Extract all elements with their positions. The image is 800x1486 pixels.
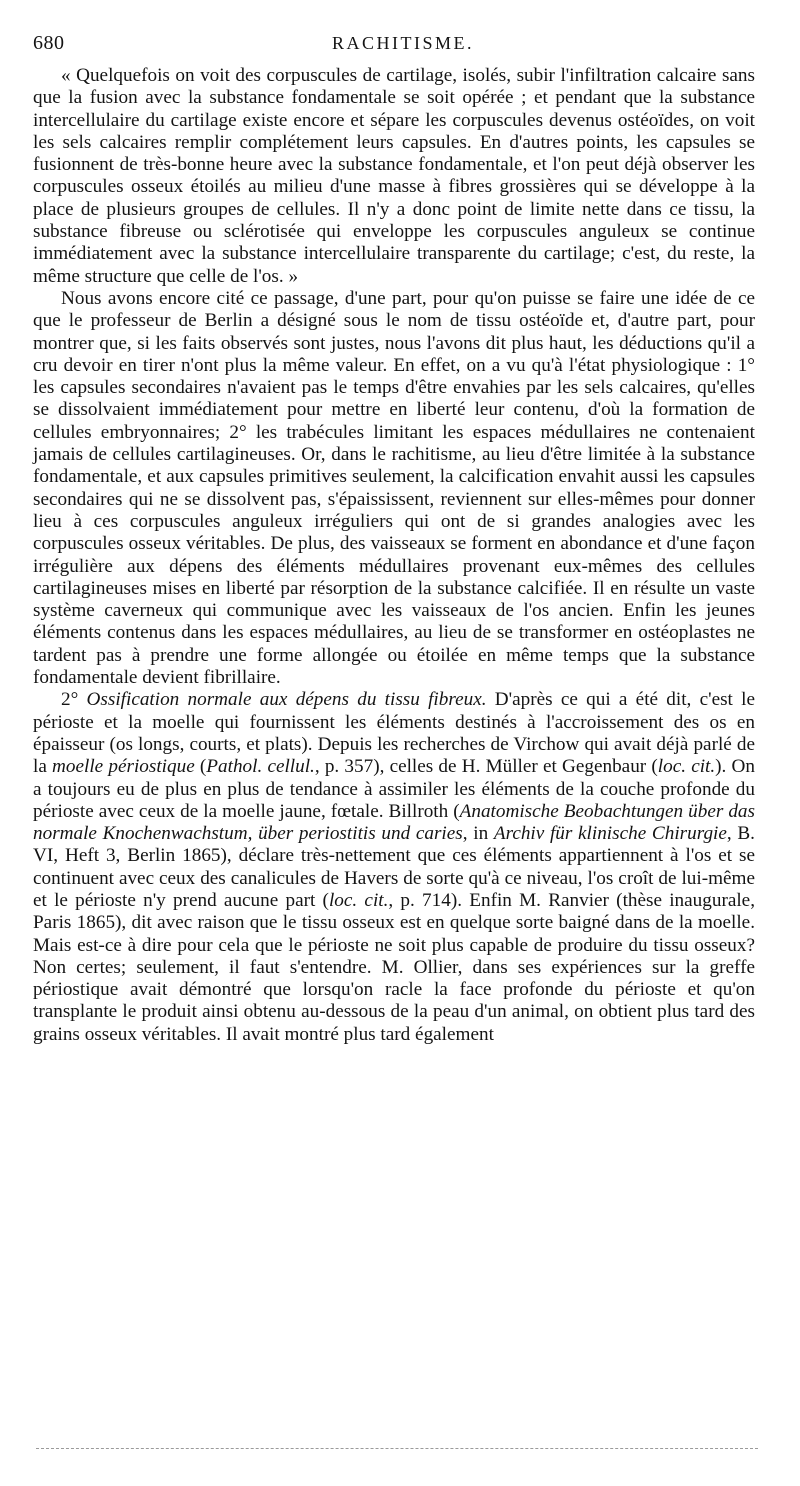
text-segment: 2°: [61, 689, 87, 711]
text-segment: « Quelquefois on voit des corpuscules de cartilage, isolés, subir l'infiltration calcaire sans que la fusion avec la substance fondamentale se soit opérée ; et pendant que la substance intercellulaire du cartilage existe encore et sépare les corpuscules devenus ostéoïdes, on voit les sels calcaires remplir complétement leurs capsules. En d'autres points, les capsules se fusionnent de très-bonne heure avec la substance fondamentale, et l'on peut déjà observer les corpuscules osseux étoilés au milieu d'une masse à fibres grossières qui se développe à la place de plusieurs groupes de cellules. Il n'y a donc point de limite nette dans ce tissu, la substance fibreuse ou sclérotisée qui enveloppe les corpuscules anguleux se continue immédiatement avec la substance intercellulaire transparente du cartilage; c'est, du reste, la même structure que celle de l'os. »: [33, 65, 755, 287]
italic-text-segment: Archiv für klinische Chirurgie: [493, 823, 727, 845]
text-segment: D'après ce qui a été dit, c'est le périoste et la moelle qui fournissent les éléments destinés à l'accroissement des os en épaisseur (os longs, courts, et plats). Depuis les recherches de Virchow qui avait déjà parlé de la: [33, 689, 755, 778]
running-head: RACHITISME.: [331, 33, 474, 53]
italic-text-segment: Ossification normale aux dépens du tissu fibreux.: [86, 689, 487, 711]
body-text: [33, 65, 755, 1046]
paragraph-discussion: [33, 288, 755, 689]
italic-text-segment: loc. cit.: [657, 756, 716, 778]
italic-text-segment: loc. cit.: [328, 889, 389, 911]
italic-text-segment: Pathol. cellul.: [206, 756, 315, 778]
italic-text-segment: Anatomische Beobachtungen über das normale Knochenwachstum, über periostitis und caries: [33, 800, 755, 845]
page-number: 680: [33, 32, 65, 54]
text-segment: Nous avons encore cité ce passage, d'une part, pour qu'on puisse se faire une idée de ce que le professeur de Berlin a désigné sous le nom de tissu ostéoïde et, d'autre part, pour montrer que, si les faits observés sont justes, nous l'avons dit plus haut, les déductions qu'il a cru devoir en tirer n'ont plus la même valeur. En effet, on a vu qu'à l'état physiologique : 1° les capsules secondaires n'avaient pas le temps d'être envahies par les sels calcaires, qu'elles se dissolvaient immédiatement pour mettre en liberté leur contenu, d'où la formation de cellules embryonnaires; 2° les trabécules limitant les espaces médullaires ne contenaient jamais de cellules cartilagineuses. Or, dans le rachitisme, au lieu d'être limitée à la substance fondamentale, et aux capsules primitives seulement, la calcification envahit aussi les capsules secondaires qui ne se dissolvent pas, s'épaississent, reviennent sur elles-mêmes pour donner lieu à ces corpuscules anguleux irréguliers qui ont de si grandes analogies avec les corpuscules osseux véritables. De plus, des vaisseaux se forment en abondance et d'une façon irrégulière aux dépens des éléments médullaires provenant eux-mêmes des cellules cartilagineuses mises en liberté par résorption de la substance calcifiée. Il en résulte un vaste système caverneux qui communique avec les vaisseaux de l'os ancien. Enfin les jeunes éléments contenus dans les espaces médullaires, au lieu de se transformer en ostéoplastes ne tardent pas à prendre une forme allongée ou étoilée en même temps que la substance fondamentale devient fibrillaire.: [33, 287, 755, 689]
paragraph-fibrous-ossification: [33, 689, 755, 1046]
text-segment: ). On a toujours eu de plus en plus de tendance à assimiler les éléments de la couche profonde du périoste avec ceux de la moelle jaune, fœtale. Billroth (: [33, 756, 755, 822]
text-segment: , B. VI, Heft 3, Berlin 1865), déclare très-nettement que ces éléments appartiennent à l'os et se continuent avec ceux des canalicules de Havers de sorte qu'à ce niveau, l'os croît de lui-même et le périoste n'y prend aucune part (: [33, 823, 755, 911]
text-segment: , p. 357), celles de H. Müller et Gegenbaur (: [314, 756, 658, 778]
text-segment: , p. 714). Enfin M. Ranvier (thèse inaugurale, Paris 1865), dit avec raison que le tissu osseux est en quelque sorte baigné dans de la moelle. Mais est-ce à dire pour cela que le périoste ne soit plus capable de produire du tissu osseux? Non certes; seulement, il faut s'entendre. M. Ollier, dans ses expériences sur la greffe périostique avait démontré que lorsqu'on racle la face profonde du périoste et qu'on transplante le produit ainsi obtenu au-dessous de la peau d'un animal, on obtient plus tard des grains osseux véritables. Il avait montré plus tard également: [33, 889, 755, 1045]
page-header: [33, 32, 773, 58]
footer-rule: [36, 1448, 758, 1449]
italic-text-segment: moelle périostique: [52, 756, 195, 778]
text-segment: (: [194, 756, 207, 778]
text-segment: , in: [462, 823, 494, 845]
paragraph-quote: [33, 65, 755, 288]
